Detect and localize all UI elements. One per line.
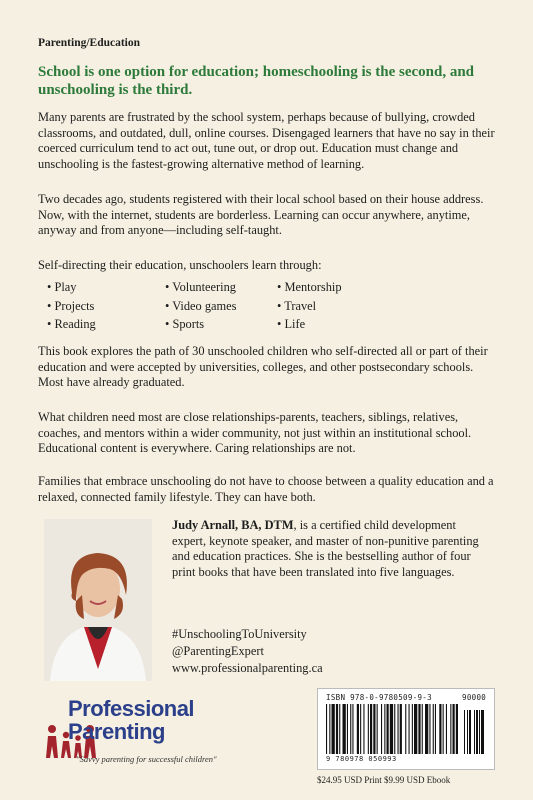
isbn-label: ISBN 978-0-9780509-9-3 [326,693,432,702]
list-item: • Mentorship [277,278,342,297]
author-photo [44,519,152,681]
social-handle: @ParentingExpert [172,644,264,658]
category-label: Parenting/Education [38,37,141,49]
learning-list-col-2 [165,278,237,334]
website-link[interactable]: www.professionalparenting.ca [172,661,323,675]
author-bio-text: , is a certified child development expert, keynote speaker, and master of non-punitive parenting and education practices. She is the bestselling author of four print books that have been translated into five languages. [172,518,479,579]
learning-list-col-1 [47,278,96,334]
barcode [317,688,495,770]
author-name: Judy Arnall, BA, DTM [172,518,294,532]
barcode-bars [326,704,486,754]
list-item: • Travel [277,297,342,316]
brand-name-line-2: Parenting [68,719,165,744]
paragraph-relationships: What children need most are close relationships-parents, teachers, siblings, relatives, coaches, and mentors within a wider community, not just within an institutional school. Educational content is everywhere. Caring relationships are not. [38,410,472,456]
barcode-number: 9 780978 050993 [326,755,397,763]
list-item: • Sports [165,315,237,334]
brand-tagline: "Savvy parenting for successful children" [76,754,217,764]
learning-list-col-3 [277,278,342,334]
paragraph-intro: Many parents are frustrated by the school system, perhaps because of bullying, crowded classrooms, and outdated, dull, online courses. Disengaged learners that have no say in their coerced curriculum tend to act out, tune out, or drop out. Education must change and unschooling is the fastest-growing alternative method of learning. [38,110,495,171]
paragraph-families: Families that embrace unschooling do not have to choose between a quality education and a relaxed, connected family lifestyle. They can have both. [38,474,494,504]
paragraph-borderless: Two decades ago, students registered with their local school based on their house address. Now, with the internet, students are borderless. Learning can occur anywhere, anytime, anyway and from anyone—including self-taught. [38,192,484,238]
list-item: • Projects [47,297,96,316]
paragraph-learn-through: Self-directing their education, unschoolers learn through: [38,258,322,272]
author-contact [172,626,323,677]
brand-name-line-1: Professional [68,696,195,721]
paragraph-book-summary: This book explores the path of 30 unschooled children who self-directed all or part of their education and were accepted by universities, colleges, and other postsecondary schools. Most have already graduated. [38,344,488,390]
barcode-addon: 90000 [462,693,487,702]
list-item: • Video games [165,297,237,316]
list-item: • Life [277,315,342,334]
headline: School is one option for education; homeschooling is the second, and unschooling is the third. [38,64,475,98]
publisher-logo [44,694,274,774]
author-bio [172,518,492,580]
list-item: • Volunteering [165,278,237,297]
list-item: • Play [47,278,96,297]
price-label: $24.95 USD Print $9.99 USD Ebook [317,775,451,785]
hashtag: #UnschoolingToUniversity [172,627,307,641]
list-item: • Reading [47,315,96,334]
